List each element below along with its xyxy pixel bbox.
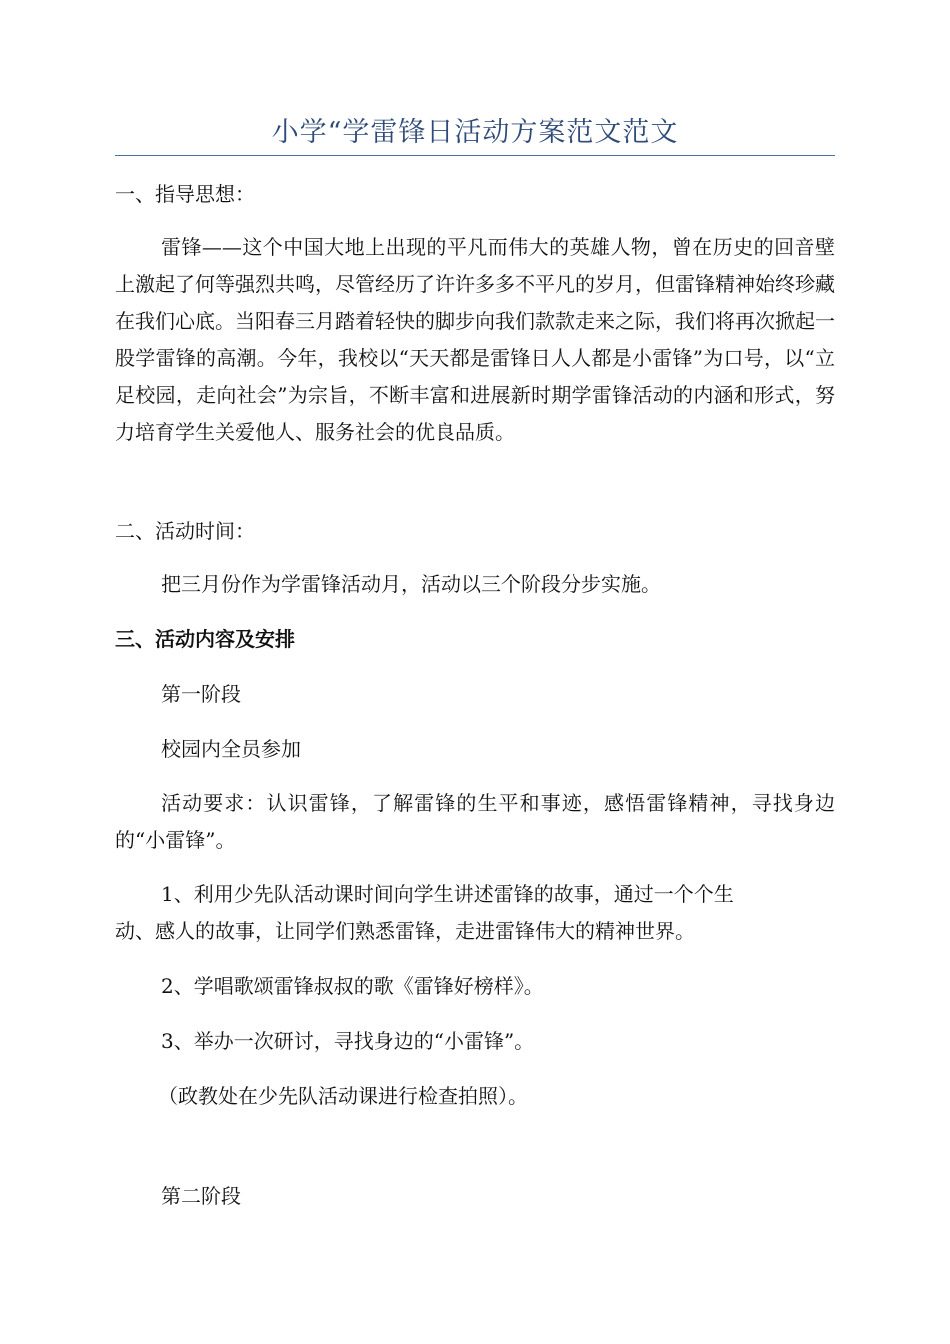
stage-one-label: 第一阶段 [161, 682, 241, 706]
section-heading-activity-time: 二、活动时间： [115, 519, 255, 543]
list-item-1-line-2: 动、感人的故事，让同学们熟悉雷锋，走进雷锋伟大的精神世界。 [115, 919, 695, 943]
section-heading-activity-content: 三、活动内容及安排 [115, 627, 295, 651]
paragraph-guiding-ideology: 雷锋——这个中国大地上出现的平凡而伟大的英雄人物，曾在历史的回音壁上激起了何等强烈共鸣，尽管经历了许许多多不平凡的岁月，但雷锋精神始终珍藏在我们心底。当阳春三月踏着轻快的脚步向我们款款走来之际，我们将再次掀起一股学雷锋的高潮。今年，我校以“天天都是雷锋日人人都是小雷锋”为口号，以“立足校园，走向社会”为宗旨，不断丰富和进展新时期学雷锋活动的内涵和形式，努力培育学生关爱他人、服务社会的优良品质。 [115, 235, 835, 444]
title-underline [115, 155, 835, 156]
list-item-1-line-1: 1、利用少先队活动课时间向学生讲述雷锋的故事，通过一个个生 [161, 882, 734, 906]
stage-two-label: 第二阶段 [161, 1184, 241, 1208]
list-item-3: 3、举办一次研讨，寻找身边的“小雷锋”。 [161, 1029, 535, 1053]
stage-one-requirement: 活动要求：认识雷锋，了解雷锋的生平和事迹，感悟雷锋精神，寻找身边的“小雷锋”。 [115, 791, 835, 852]
list-item-2: 2、学唱歌颂雷锋叔叔的歌《雷锋好榜样》。 [161, 974, 544, 998]
document-title: 小学“学雷锋日活动方案范文范文 [271, 117, 679, 148]
inspection-note: （政教处在少先队活动课进行检查拍照）。 [158, 1084, 528, 1108]
paragraph-activity-time: 把三月份作为学雷锋活动月，活动以三个阶段分步实施。 [161, 572, 661, 596]
stage-one-scope: 校园内全员参加 [161, 737, 301, 761]
section-heading-guiding-ideology: 一、指导思想： [115, 182, 255, 206]
